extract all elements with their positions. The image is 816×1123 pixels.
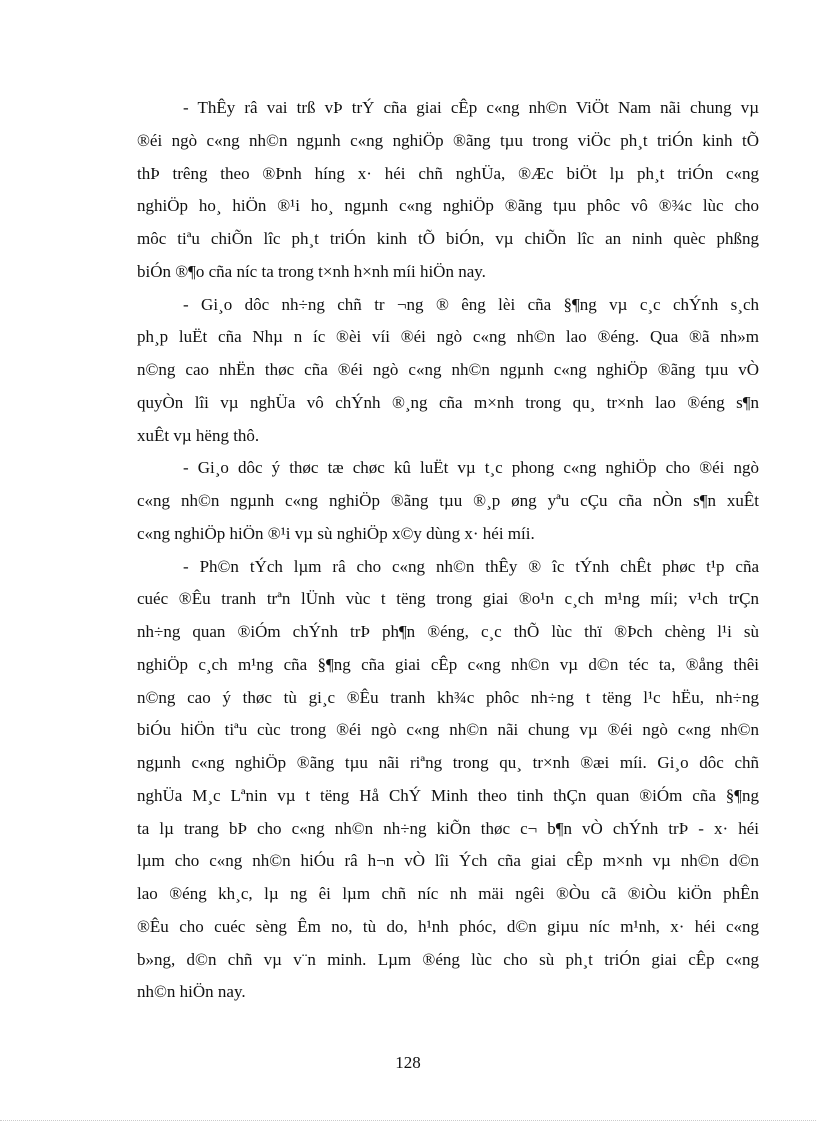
paragraph-line: c«ng nghiÖp hiÖn ®¹i vµ sù nghiÖp x©y dùng x· héi míi. xyxy=(137,523,535,543)
paragraph-line: b»ng, d©n chñ vµ v¨n minh. Lµm ®éng lùc cho sù ph¸t triÓn giai cÊp c«ng xyxy=(137,949,759,969)
paragraph-line: nh÷ng quan ®iÓm chÝnh trÞ ph¶n ®éng, c¸c thÕ lùc thï ®Þch chèng l¹i sù xyxy=(137,622,759,641)
page-bottom-divider xyxy=(0,1120,816,1121)
paragraph-line: - Gi¸o dôc nh÷ng chñ tr ¬ng ® êng lèi cña §¶ng vµ c¸c chÝnh s¸ch xyxy=(183,294,759,314)
paragraph-line: n©ng cao nhËn thøc cña ®éi ngò c«ng nh©n ngµnh c«ng nghiÖp ®ãng tµu vÒ xyxy=(137,360,759,379)
paragraph-line: ph¸p luËt cña Nhµ n íc ®èi víi ®éi ngò c«ng nh©n lao ®éng. Qua ®ã nh»m xyxy=(137,327,759,347)
paragraph-line: lao ®éng kh¸c, lµ ng êi lµm chñ níc nh mäi ngêi ®Òu cã ®iÒu kiÖn phÊn xyxy=(137,884,759,903)
paragraph-line: - ThÊy râ vai trß vÞ trÝ cña giai cÊp c«ng nh©n ViÖt Nam nãi chung vµ xyxy=(183,98,759,117)
paragraph-line: ®éi ngò c«ng nh©n ngµnh c«ng nghiÖp ®ãng tµu trong viÖc ph¸t triÓn kinh tÕ xyxy=(137,130,759,150)
page-number: 128 xyxy=(395,1053,421,1072)
paragraph xyxy=(137,551,759,1010)
paragraph-line: ®Êu cho cuéc sèng Êm no, tù do, h¹nh phóc, d©n giµu níc m¹nh, x· héi c«ng xyxy=(137,916,759,936)
paragraph xyxy=(137,92,759,289)
paragraph xyxy=(137,289,759,453)
paragraph-line: ta lµ trang bÞ cho c«ng nh©n nh÷ng kiÕn thøc c¬ b¶n vÒ chÝnh trÞ - x· héi xyxy=(137,818,759,838)
paragraph-line: quyÒn lîi vµ nghÜa vô chÝnh ®¸ng cña m×nh trong qu¸ tr×nh lao ®éng s¶n xyxy=(137,392,759,412)
paragraph-line: nh©n hiÖn nay. xyxy=(137,982,246,1002)
paragraph-line: - Ph©n tÝch lµm râ cho c«ng nh©n thÊy ® îc tÝnh chÊt phøc t¹p cña xyxy=(183,556,759,576)
paragraph-line: cuéc ®Êu tranh trªn lÜnh vùc t tëng trong giai ®o¹n c¸ch m¹ng míi; v¹ch trÇn xyxy=(137,589,759,609)
paragraph-line: ngµnh c«ng nghiÖp ®ãng tµu nãi riªng trong qu¸ tr×nh ®æi míi. Gi¸o dôc chñ xyxy=(137,753,759,772)
paragraph-line: c«ng nh©n ngµnh c«ng nghiÖp ®ãng tµu ®¸p øng yªu cÇu cña nÒn s¶n xuÊt xyxy=(137,491,759,510)
paragraph-line: - Gi¸o dôc ý thøc tæ chøc kû luËt vµ t¸c phong c«ng nghiÖp cho ®éi ngò xyxy=(183,458,759,478)
paragraph-line: n©ng cao ý thøc tù gi¸c ®Êu tranh kh¾c phôc nh÷ng t tëng l¹c hËu, nh÷ng xyxy=(137,687,759,707)
paragraph-line: thÞ trêng theo ®Þnh híng x· héi chñ nghÜa, ®Æc biÖt lµ ph¸t triÓn c«ng xyxy=(137,163,759,183)
paragraph-line: biÓn ®¶o cña níc ta trong t×nh h×nh míi hiÖn nay. xyxy=(137,261,486,281)
paragraph-line: nghiÖp c¸ch m¹ng cña §¶ng cña giai cÊp c«ng nh©n vµ d©n téc ta, ®ång thêi xyxy=(137,654,759,674)
paragraph-line: môc tiªu chiÕn lîc ph¸t triÓn kinh tÕ biÓn, vµ chiÕn lîc an ninh quèc phßng xyxy=(137,229,759,248)
paragraph xyxy=(137,452,759,550)
body-text xyxy=(137,92,759,1009)
paragraph-line: biÓu hiÖn tiªu cùc trong ®éi ngò c«ng nh©n nãi chung vµ ®éi ngò c«ng nh©n xyxy=(137,720,759,740)
paragraph-line: lµm cho c«ng nh©n hiÓu râ h¬n vÒ lîi Ých cña giai cÊp m×nh vµ nh©n d©n xyxy=(137,851,759,871)
paragraph-line: nghiÖp ho¸ hiÖn ®¹i ho¸ ngµnh c«ng nghiÖp ®ãng tµu phôc vô ®¾c lùc cho xyxy=(137,196,759,216)
paragraph-line: xuÊt vµ hëng thô. xyxy=(137,425,260,445)
paragraph-line: nghÜa M¸c Lªnin vµ t tëng Hå ChÝ Minh theo tinh thÇn quan ®iÓm cña §¶ng xyxy=(137,785,759,805)
